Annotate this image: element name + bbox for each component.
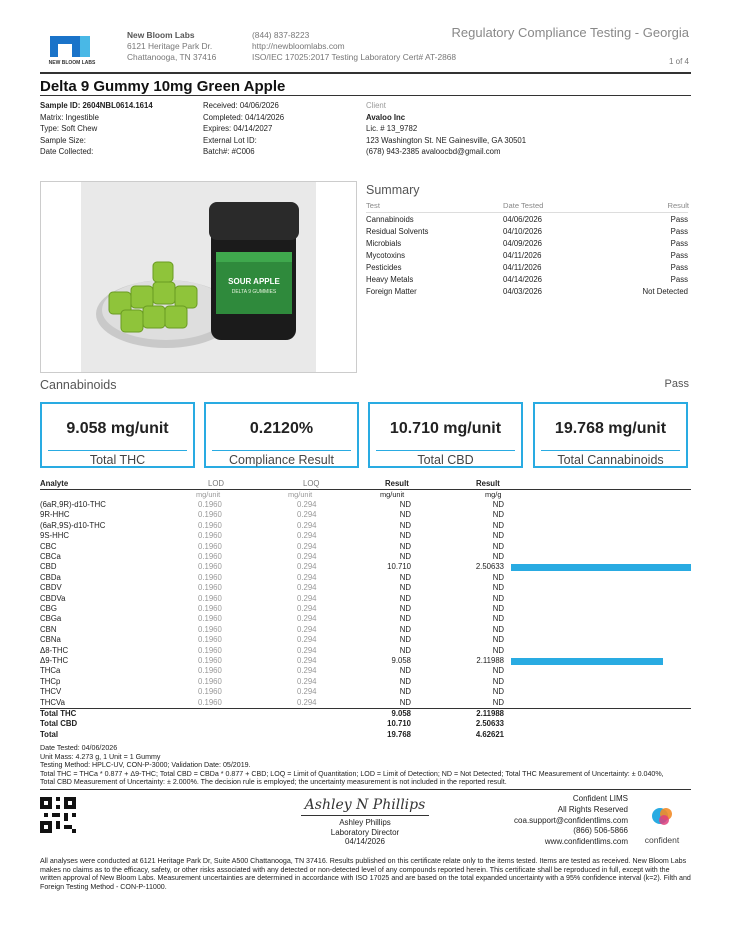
analyte-loq: 0.294	[297, 593, 317, 603]
qr-code[interactable]	[40, 797, 76, 833]
report-title: Regulatory Compliance Testing - Georgia	[451, 25, 689, 40]
external-lot-id: External Lot ID:	[203, 135, 257, 145]
summary-row	[366, 274, 688, 286]
sample-matrix: Matrix: Ingestible	[40, 112, 99, 122]
table-row	[40, 677, 691, 687]
analyte-result-mg-unit: ND	[399, 520, 411, 530]
batch-number: Batch#: #C006	[203, 147, 255, 156]
lab-phone: (844) 837-8223	[252, 30, 310, 40]
client-info	[366, 100, 526, 158]
total-name: Total	[40, 729, 59, 739]
product-name: Delta 9 Gummy 10mg Green Apple	[40, 78, 286, 95]
summary-date: 04/14/2026	[503, 275, 543, 284]
analyte-result-mg-unit: 10.710	[387, 562, 411, 572]
analyte-loq: 0.294	[297, 531, 317, 541]
analyte-loq: 0.294	[297, 645, 317, 655]
date-received: Received: 04/06/2026	[203, 101, 279, 110]
analyte-result-mg-unit: ND	[399, 645, 411, 655]
analyte-result-mg-unit: ND	[399, 583, 411, 593]
sample-info-column-1	[40, 100, 153, 158]
note-date-tested: Date Tested: 04/06/2026	[40, 744, 118, 752]
analyte-result-mg-unit: 9.058	[391, 656, 411, 665]
summary-test: Microbials	[366, 239, 402, 248]
card-value: 19.768 mg/unit	[554, 420, 667, 437]
summary-test: Residual Solvents	[366, 227, 429, 236]
analyte-result-mg-unit: ND	[399, 614, 411, 624]
analyte-result-mg-g: ND	[492, 593, 504, 603]
lab-logo	[44, 30, 96, 66]
signature-date: 04/14/2026	[344, 837, 386, 846]
result-bar	[511, 564, 691, 571]
analyte-name: CBD	[40, 562, 57, 572]
analyte-result-mg-unit: ND	[399, 624, 411, 634]
analyte-lod: 0.1960	[198, 614, 222, 624]
analyte-name: CBDVa	[40, 593, 66, 603]
analyte-result-mg-unit: ND	[399, 666, 411, 676]
page-number: 1 of 4	[668, 57, 689, 66]
analyte-loq: 0.294	[297, 624, 317, 634]
summary-result: Pass	[670, 275, 688, 284]
summary-test: Heavy Metals	[366, 275, 414, 284]
lab-address-line-1: 6121 Heritage Park Dr.	[127, 41, 213, 51]
product-photo-illustration	[41, 182, 356, 372]
analyte-lod: 0.1960	[198, 583, 222, 593]
analyte-result-mg-unit: ND	[399, 635, 411, 645]
analyte-name: CBG	[40, 604, 57, 613]
card-label: Compliance Result	[212, 450, 351, 467]
summary-date: 04/03/2026	[503, 287, 543, 296]
analyte-name: 9R-HHC	[40, 510, 70, 520]
analyte-lod: 0.1960	[198, 520, 222, 530]
cannabinoids-title: Cannabinoids	[40, 378, 117, 392]
lims-info	[480, 794, 628, 848]
client-license: Lic. # 13_9782	[366, 124, 418, 133]
analyte-name: THCa	[40, 666, 61, 676]
analyte-loq: 0.294	[297, 541, 317, 551]
analyte-result-mg-unit: ND	[399, 572, 411, 582]
confident-logo-icon	[640, 806, 684, 830]
sample-info-column-2	[203, 100, 284, 158]
legal-footer: All analyses were conducted at 6121 Heritage Park Dr, Suite A500 Chattanooga, TN 37416. Results published on this certificate relate only to the items tested. Items are tested as received. New Bloom Labs makes no claims as to the efficacy, safety, or other risks associated with any detected or non-detected level of any compounds reported herein. This certificate shall be reproduced in full, except with the written approval of New Bloom Labs. Measurement uncertainties are determined in accordance with ISO 17025 and are based on the total expanded uncertainty with a 95% confidence interval (k=2). Filth and Foreign Testing Method - CON-P-11000.	[40, 857, 691, 891]
summary-result: Pass	[670, 227, 688, 236]
analyte-name: (6aR,9S)-d10-THC	[40, 520, 106, 530]
date-expires: Expires: 04/14/2027	[203, 124, 273, 133]
summary-date: 04/11/2026	[503, 263, 542, 272]
summary-row	[366, 286, 688, 298]
lab-accreditation: ISO/IEC 17025:2017 Testing Laboratory Cert# AT-2868	[252, 52, 457, 62]
col-analyte: Analyte	[40, 479, 69, 488]
total-row	[40, 719, 691, 729]
total-result-mg-unit: 10.710	[387, 719, 411, 729]
table-row	[40, 635, 691, 645]
card-value: 9.058 mg/unit	[66, 420, 169, 437]
summary-result: Pass	[670, 263, 688, 272]
total-result-mg-g: 4.62621	[475, 729, 504, 739]
analyte-result-mg-g: ND	[492, 697, 504, 707]
date-completed: Completed: 04/14/2026	[203, 112, 285, 122]
analyte-lod: 0.1960	[198, 531, 222, 541]
analyte-lod: 0.1960	[198, 593, 222, 603]
analyte-lod: 0.1960	[198, 687, 222, 697]
summary-test: Pesticides	[366, 263, 402, 272]
analyte-lod: 0.1960	[198, 697, 222, 707]
cannabinoids-status: Pass	[664, 378, 689, 390]
total-row	[40, 730, 691, 740]
table-divider	[40, 489, 691, 490]
sample-id: Sample ID: 2604NBL0614.1614	[40, 101, 153, 110]
summary-result: Pass	[670, 215, 688, 224]
analyte-result-mg-g: ND	[492, 531, 504, 541]
analyte-result-mg-g: ND	[492, 500, 504, 509]
table-row	[40, 573, 691, 583]
table-row	[40, 500, 691, 510]
table-row	[40, 646, 691, 656]
summary-result: Pass	[670, 251, 688, 260]
total-result-mg-unit: 19.768	[387, 729, 411, 739]
summary-row	[366, 250, 688, 262]
total-name: Total CBD	[40, 719, 78, 729]
lims-email[interactable]: coa.support@confidentlims.com	[514, 815, 628, 825]
summary-date: 04/10/2026	[503, 227, 543, 236]
table-row	[40, 604, 691, 614]
product-photo	[40, 181, 357, 373]
card-label: Total THC	[48, 450, 187, 467]
analyte-result-mg-unit: ND	[399, 500, 411, 509]
analyte-lod: 0.1960	[198, 645, 222, 655]
table-row	[40, 562, 691, 572]
table-row	[40, 521, 691, 531]
analyte-name: CBDa	[40, 572, 61, 582]
analyte-lod: 0.1960	[198, 656, 222, 665]
analyte-lod: 0.1960	[198, 635, 222, 645]
confident-logo	[640, 806, 684, 845]
analyte-loq: 0.294	[297, 656, 317, 665]
lab-logo-text: NEW BLOOM LABS	[48, 60, 96, 66]
table-row	[40, 687, 691, 697]
unit-loq: mg/unit	[288, 490, 313, 499]
summary-col-date: Date Tested	[503, 201, 544, 210]
divider	[40, 72, 691, 74]
analyte-result-mg-g: ND	[492, 635, 504, 645]
analyte-result-mg-unit: ND	[399, 697, 411, 707]
analyte-loq: 0.294	[297, 583, 317, 593]
summary-date: 04/11/2026	[503, 251, 542, 260]
card-value: 0.2120%	[249, 420, 314, 437]
summary-table	[366, 214, 688, 298]
signature-block	[295, 795, 435, 855]
result-bar	[511, 658, 663, 665]
total-thc-card	[40, 402, 195, 468]
signatory-title: Laboratory Director	[330, 827, 400, 837]
analyte-lod: 0.1960	[198, 624, 222, 634]
lims-phone: (866) 506-5866	[573, 826, 628, 836]
table-row	[40, 510, 691, 520]
analyte-name: 9S-HHC	[40, 531, 70, 541]
analyte-result-mg-unit: ND	[399, 687, 411, 697]
summary-title: Summary	[366, 183, 420, 197]
summary-date: 04/09/2026	[503, 239, 543, 248]
analyte-result-mg-g: ND	[492, 552, 504, 561]
signature-line	[301, 815, 429, 816]
lab-website[interactable]: http://newbloomlabs.com	[252, 41, 345, 51]
analyte-result-mg-unit: ND	[399, 552, 411, 561]
analyte-result-mg-g: ND	[492, 687, 504, 697]
analyte-name: THCp	[40, 676, 61, 686]
table-row	[40, 552, 691, 562]
analyte-name: CBN	[40, 624, 57, 634]
analyte-lod: 0.1960	[198, 604, 222, 613]
analyte-result-mg-g: ND	[492, 572, 504, 582]
divider	[40, 789, 691, 790]
analyte-loq: 0.294	[297, 562, 317, 572]
signature-script: Ashley N Phillips	[304, 797, 426, 813]
date-collected: Date Collected:	[40, 147, 94, 156]
lims-website[interactable]: www.confidentlims.com	[544, 837, 628, 847]
analyte-lod: 0.1960	[198, 676, 222, 686]
unit-result-mg-unit: mg/unit	[380, 490, 405, 499]
total-name: Total THC	[40, 709, 77, 718]
analyte-name: THCV	[40, 687, 62, 697]
table-row	[40, 583, 691, 593]
card-value: 10.710 mg/unit	[389, 420, 502, 437]
analyte-name: Δ8-THC	[40, 645, 69, 655]
client-contact: (678) 943-2385 avaloocbd@gmail.com	[366, 147, 501, 156]
jar-label-2: DELTA 9 GUMMIES	[231, 289, 277, 295]
analyte-lod: 0.1960	[198, 572, 222, 582]
confident-logo-text: confident	[644, 835, 680, 845]
summary-result: Not Detected	[642, 287, 688, 296]
table-row	[40, 656, 691, 666]
sample-size: Sample Size:	[40, 135, 86, 145]
lab-address-line-2: Chattanooga, TN 37416	[127, 52, 217, 62]
analyte-loq: 0.294	[297, 635, 317, 645]
analyte-loq: 0.294	[297, 520, 317, 530]
unit-result-mg-g: mg/g	[485, 490, 502, 499]
summary-divider	[366, 212, 688, 213]
analyte-loq: 0.294	[297, 572, 317, 582]
analyte-result-mg-unit: ND	[399, 541, 411, 551]
total-cbd-card	[368, 402, 523, 468]
note-method: Testing Method: HPLC-UV, CON-P-3000; Validation Date: 05/2019.	[40, 761, 251, 770]
total-result-mg-unit: 9.058	[391, 709, 411, 718]
summary-test: Foreign Matter	[366, 287, 417, 296]
analyte-loq: 0.294	[297, 552, 317, 561]
analyte-result-mg-g: ND	[492, 583, 504, 593]
table-row	[40, 625, 691, 635]
total-cannabinoids-card	[533, 402, 688, 468]
analyte-loq: 0.294	[297, 614, 317, 624]
qr-code-graphic	[40, 797, 76, 833]
analyte-loq: 0.294	[297, 687, 317, 697]
analyte-loq: 0.294	[297, 500, 317, 509]
analyte-loq: 0.294	[297, 510, 317, 520]
table-row	[40, 698, 691, 708]
analyte-result-mg-g: ND	[492, 676, 504, 686]
test-notes	[40, 744, 691, 787]
analyte-name: THCVa	[40, 697, 65, 707]
note-unit-mass: Unit Mass: 4.273 g, 1 Unit = 1 Gummy	[40, 752, 161, 761]
summary-test: Mycotoxins	[366, 251, 405, 260]
analyte-name: CBCa	[40, 552, 61, 561]
analyte-result-mg-unit: ND	[399, 510, 411, 520]
client-address: 123 Washington St. NE Gainesville, GA 30501	[366, 135, 527, 145]
analyte-lod: 0.1960	[198, 510, 222, 520]
analyte-name: CBC	[40, 541, 57, 551]
analyte-name: CBGa	[40, 614, 62, 624]
lab-address	[127, 41, 216, 63]
summary-row	[366, 226, 688, 238]
col-lod: LOD	[208, 479, 225, 488]
analyte-lod: 0.1960	[198, 500, 222, 509]
card-label: Total CBD	[376, 450, 515, 467]
analyte-result-mg-g: ND	[492, 645, 504, 655]
analyte-loq: 0.294	[297, 666, 317, 676]
signatory-name: Ashley Phillips	[339, 818, 391, 827]
analyte-result-mg-g: ND	[492, 666, 504, 676]
analyte-result-mg-g: ND	[492, 624, 504, 634]
summary-row	[366, 262, 688, 274]
summary-col-test: Test	[366, 201, 380, 210]
table-row	[40, 542, 691, 552]
summary-date: 04/06/2026	[503, 215, 543, 224]
lab-name: New Bloom Labs	[127, 30, 195, 40]
analyte-lod: 0.1960	[198, 666, 222, 676]
note-uncertainty: Total CBD Measurement of Uncertainty: ± 2.000%. The decision rule is employed; the uncertainty measurement is not included in the reported result.	[40, 778, 507, 787]
lims-line-2: All Rights Reserved	[557, 804, 628, 814]
col-result-mg-unit: Result	[385, 479, 409, 488]
analyte-result-mg-g: ND	[492, 604, 504, 613]
analyte-lod: 0.1960	[198, 562, 222, 572]
analyte-result-mg-g: 2.11988	[476, 656, 504, 665]
card-label: Total Cannabinoids	[541, 450, 680, 467]
total-result-mg-g: 2.11988	[476, 709, 504, 718]
lab-contact	[252, 30, 456, 63]
compliance-result-card	[204, 402, 359, 468]
table-row	[40, 666, 691, 676]
analyte-name: Δ9-THC	[40, 656, 69, 665]
table-row	[40, 531, 691, 541]
summary-row	[366, 214, 688, 226]
analyte-loq: 0.294	[297, 604, 317, 613]
note-definitions: Total THC = THCa * 0.877 + Δ9-THC; Total CBD = CBDa * 0.877 + CBD; LOQ = Limit of Quantitation; LOD = Limit of Detection; ND = Not Detected; Total THC Measurement of Uncertainty: ± 0.040%,	[40, 769, 664, 778]
analyte-result-mg-g: ND	[492, 541, 504, 551]
analyte-result-mg-unit: ND	[399, 531, 411, 541]
analyte-result-mg-g: 2.50633	[475, 562, 504, 572]
client-name: Avaloo Inc	[366, 112, 406, 122]
analyte-result-mg-unit: ND	[399, 676, 411, 686]
summary-test: Cannabinoids	[366, 215, 414, 224]
total-row	[40, 709, 691, 719]
client-heading: Client	[366, 101, 386, 110]
lims-line-1: Confident LIMS	[572, 794, 628, 803]
analyte-loq: 0.294	[297, 676, 317, 686]
sample-type: Type: Soft Chew	[40, 124, 98, 133]
analyte-result-mg-unit: ND	[399, 593, 411, 603]
analyte-result-mg-unit: ND	[399, 604, 411, 613]
analyte-name: CBDV	[40, 583, 62, 593]
analyte-name: CBNa	[40, 635, 61, 645]
analyte-result-mg-g: ND	[492, 614, 504, 624]
analyte-loq: 0.294	[297, 697, 317, 707]
unit-lod: mg/unit	[196, 490, 221, 499]
summary-row	[366, 238, 688, 250]
jar-label-1: SOUR APPLE	[228, 277, 280, 286]
summary-col-result: Result	[667, 201, 689, 210]
analyte-result-mg-g: ND	[492, 520, 504, 530]
table-row	[40, 594, 691, 604]
summary-result: Pass	[670, 239, 688, 248]
analyte-result-mg-g: ND	[492, 510, 504, 520]
table-row	[40, 614, 691, 624]
analyte-lod: 0.1960	[198, 541, 222, 551]
analyte-name: (6aR,9R)-d10-THC	[40, 500, 106, 509]
col-loq: LOQ	[303, 479, 320, 488]
total-result-mg-g: 2.50633	[475, 719, 504, 729]
col-result-mg-g: Result	[476, 479, 500, 488]
analyte-lod: 0.1960	[198, 552, 222, 561]
divider	[40, 95, 691, 96]
